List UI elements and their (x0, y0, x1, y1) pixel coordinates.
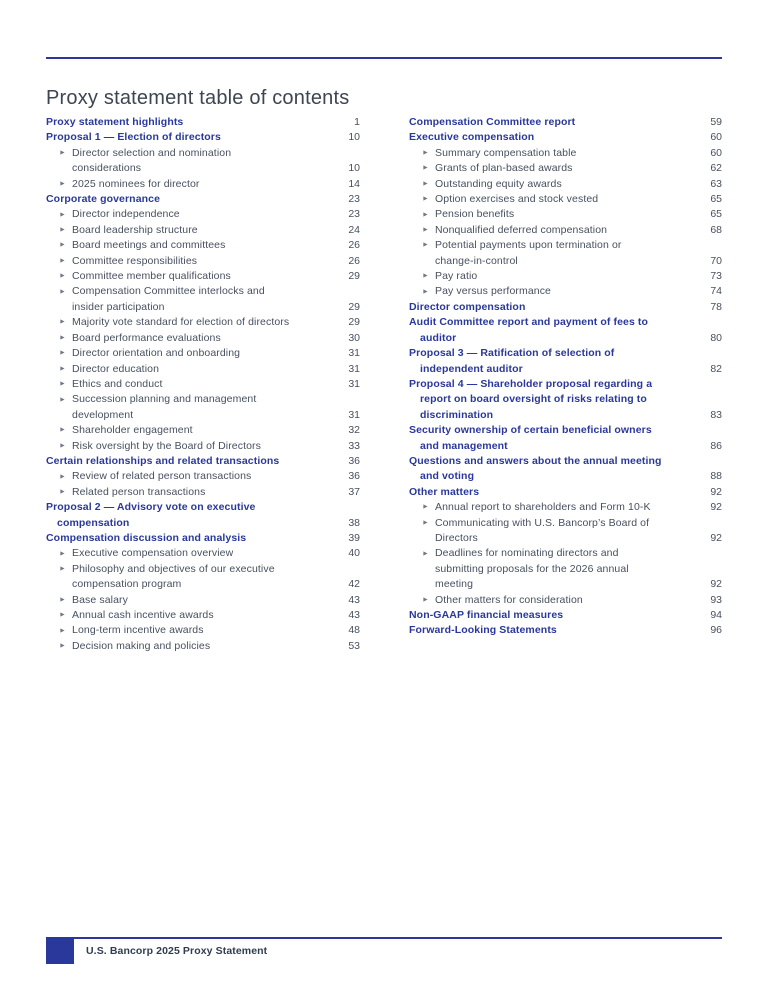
toc-entry-label: Related person transactions (72, 485, 206, 498)
toc-entry-label: Proposal 3 — Ratification of selection of (409, 347, 615, 360)
toc-entry-label: report on board oversight of risks relating to (420, 393, 647, 406)
toc-entry-label: Committee member qualifications (72, 270, 231, 283)
toc-entry-page: 68 (710, 223, 722, 236)
toc-entry-line (409, 192, 722, 207)
toc-entry-line (46, 639, 360, 654)
toc-entry-line (46, 223, 360, 238)
toc-entry-page: 36 (348, 470, 360, 483)
toc-entry-label: change-in-control (435, 254, 518, 267)
toc-entry-line (409, 377, 722, 392)
toc-entry-line (409, 577, 722, 592)
triangle-right-icon: ► (59, 426, 66, 434)
triangle-right-icon: ► (59, 565, 66, 573)
triangle-right-icon: ► (59, 442, 66, 450)
toc-entry-page: 60 (710, 146, 722, 159)
toc-entry-label: Base salary (72, 593, 128, 606)
toc-entry-line (46, 161, 360, 176)
toc-entry-line (46, 207, 360, 222)
toc-entry-line (46, 562, 360, 577)
toc-entry-label: Review of related person transactions (72, 470, 252, 483)
triangle-right-icon: ► (59, 349, 66, 357)
toc-entry-label: Director compensation (409, 300, 526, 313)
toc-entry-label: Audit Committee report and payment of fees to (409, 316, 649, 329)
toc-entry-page: 14 (348, 177, 360, 190)
toc-entry-line (46, 177, 360, 192)
triangle-right-icon: ► (422, 164, 429, 172)
toc-entry-line (409, 362, 722, 377)
toc-entry-label: and management (420, 439, 508, 452)
toc-entry-line (409, 223, 722, 238)
toc-entry-label: 2025 nominees for director (72, 177, 200, 190)
toc-entry-page: 70 (710, 254, 722, 267)
toc-entry-page: 36 (348, 454, 360, 467)
triangle-right-icon: ► (59, 257, 66, 265)
toc-entry-line (46, 377, 360, 392)
triangle-right-icon: ► (59, 488, 66, 496)
toc-entry-line (409, 284, 722, 299)
triangle-right-icon: ► (422, 503, 429, 511)
toc-entry-page: 32 (348, 424, 360, 437)
toc-entry-line (46, 146, 360, 161)
toc-entry-label: compensation program (72, 578, 182, 591)
toc-entry-page: 23 (348, 193, 360, 206)
triangle-right-icon: ► (422, 195, 429, 203)
toc-entry-label: Deadlines for nominating directors and (435, 547, 619, 560)
toc-entry-line (409, 469, 722, 484)
toc-entry-line (409, 562, 722, 577)
toc-entry-label: Director orientation and onboarding (72, 347, 241, 360)
toc-entry-line (409, 500, 722, 515)
triangle-right-icon: ► (59, 627, 66, 635)
triangle-right-icon: ► (59, 611, 66, 619)
toc-entry-page: 92 (710, 501, 722, 514)
toc-entry-label: Compensation discussion and analysis (46, 531, 247, 544)
toc-entry-label: discrimination (420, 408, 494, 421)
toc-entry-label: Potential payments upon termination or (435, 239, 622, 252)
toc-entry-label: Long-term incentive awards (72, 624, 204, 637)
toc-entry-page: 33 (348, 439, 360, 452)
toc-entry-page: 26 (348, 239, 360, 252)
toc-entry-label: Compensation Committee interlocks and (72, 285, 265, 298)
toc-entry-line (46, 362, 360, 377)
triangle-right-icon: ► (422, 149, 429, 157)
triangle-right-icon: ► (422, 288, 429, 296)
toc-entry-line (409, 531, 722, 546)
toc-entry-label: Corporate governance (46, 193, 161, 206)
toc-entry-label: Pay versus performance (435, 285, 551, 298)
toc-entry-page: 83 (710, 408, 722, 421)
toc-entry-page: 73 (710, 270, 722, 283)
toc-entry-line (409, 238, 722, 253)
toc-entry-label: Shareholder engagement (72, 424, 193, 437)
toc-entry-label: Ethics and conduct (72, 377, 163, 390)
toc-entry-line (46, 454, 360, 469)
toc-entry-page: 43 (348, 609, 360, 621)
toc-entry-line (46, 485, 360, 500)
toc-entry-line (409, 254, 722, 269)
toc-entry-label: Proxy statement highlights (46, 116, 184, 128)
toc-entry-label: insider participation (72, 300, 165, 313)
toc-entry-label: Executive compensation overview (72, 547, 234, 560)
toc-entry-line (46, 300, 360, 315)
toc-entry-page: 31 (348, 347, 360, 360)
toc-entry-line (409, 331, 722, 346)
toc-entry-label: Proposal 2 — Advisory vote on executive (46, 501, 256, 514)
toc-entry-page: 92 (710, 578, 722, 591)
toc-entry-label: Summary compensation table (435, 146, 577, 159)
table-of-contents (46, 115, 722, 654)
toc-entry-page: 23 (348, 208, 360, 221)
toc-entry-page: 94 (710, 609, 722, 621)
toc-entry-line (409, 485, 722, 500)
triangle-right-icon: ► (59, 226, 66, 234)
toc-entry-label: Board meetings and committees (72, 239, 226, 252)
footer-brand-square (46, 937, 74, 964)
toc-entry-label: Security ownership of certain beneficial owners (409, 424, 652, 437)
toc-entry-page: 38 (348, 516, 360, 529)
toc-entry-page: 29 (348, 270, 360, 283)
toc-entry-line (409, 608, 722, 623)
toc-entry-label: auditor (420, 331, 457, 344)
toc-entry-label: Other matters (409, 485, 480, 498)
triangle-right-icon: ► (59, 380, 66, 388)
toc-entry-label: Outstanding equity awards (435, 177, 562, 190)
toc-entry-label: Director selection and nomination (72, 146, 232, 159)
toc-entry-page: 26 (348, 254, 360, 267)
toc-entry-line (46, 546, 360, 561)
toc-entry-label: Board performance evaluations (72, 331, 221, 344)
toc-entry-page: 80 (710, 331, 722, 344)
toc-entry-label: submitting proposals for the 2026 annual (435, 562, 629, 575)
triangle-right-icon: ► (59, 149, 66, 157)
toc-entry-page: 39 (348, 531, 360, 544)
triangle-right-icon: ► (59, 318, 66, 326)
toc-entry-line (46, 531, 360, 546)
toc-entry-line (409, 516, 722, 531)
toc-entry-page: 65 (710, 208, 722, 221)
toc-entry-page: 29 (348, 316, 360, 329)
toc-entry-page: 1 (354, 116, 360, 128)
toc-entry-label: compensation (57, 516, 130, 529)
triangle-right-icon: ► (422, 596, 429, 604)
toc-entry-line (409, 146, 722, 161)
toc-entry-page: 31 (348, 408, 360, 421)
toc-entry-label: meeting (435, 578, 474, 591)
toc-entry-label: Non-GAAP financial measures (409, 609, 564, 621)
triangle-right-icon: ► (59, 365, 66, 373)
toc-entry-label: Directors (435, 531, 478, 544)
toc-entry-line (409, 439, 722, 454)
toc-entry-line (46, 439, 360, 454)
toc-entry-page: 37 (348, 485, 360, 498)
triangle-right-icon: ► (59, 596, 66, 604)
toc-entry-page: 78 (710, 300, 722, 313)
toc-entry-page: 92 (710, 485, 722, 498)
toc-entry-line (409, 315, 722, 330)
toc-entry-page: 53 (348, 639, 360, 652)
toc-entry-line (46, 577, 360, 592)
toc-entry-line (409, 423, 722, 438)
triangle-right-icon: ► (59, 642, 66, 650)
toc-entry-label: Communicating with U.S. Bancorp’s Board of (435, 516, 650, 529)
toc-entry-label: independent auditor (420, 362, 523, 375)
toc-entry-label: Option exercises and stock vested (435, 193, 599, 206)
footer-document-label: U.S. Bancorp 2025 Proxy Statement (86, 945, 268, 957)
toc-entry-page: 31 (348, 362, 360, 375)
toc-entry-line (46, 500, 360, 515)
triangle-right-icon: ► (59, 473, 66, 481)
toc-entry-page: 59 (710, 116, 722, 128)
toc-entry-label: Forward-Looking Statements (409, 624, 557, 637)
triangle-right-icon: ► (422, 211, 429, 219)
toc-entry-label: Decision making and policies (72, 639, 211, 652)
triangle-right-icon: ► (59, 272, 66, 280)
toc-entry-line (46, 115, 360, 130)
triangle-right-icon: ► (422, 180, 429, 188)
triangle-right-icon: ► (422, 550, 429, 558)
toc-entry-label: Certain relationships and related transactions (46, 454, 280, 467)
toc-entry-line (409, 115, 722, 130)
toc-entry-page: 40 (348, 547, 360, 560)
toc-entry-line (46, 408, 360, 423)
toc-entry-line (46, 238, 360, 253)
toc-entry-label: considerations (72, 162, 142, 175)
toc-entry-line (46, 392, 360, 407)
triangle-right-icon: ► (59, 288, 66, 296)
toc-entry-line (46, 608, 360, 623)
toc-entry-line (46, 623, 360, 638)
toc-entry-line (409, 300, 722, 315)
toc-entry-label: development (72, 408, 134, 421)
toc-column-left (46, 115, 360, 654)
triangle-right-icon: ► (59, 211, 66, 219)
toc-entry-page: 92 (710, 531, 722, 544)
toc-entry-label: Director education (72, 362, 160, 375)
toc-entry-label: Majority vote standard for election of directors (72, 316, 290, 329)
triangle-right-icon: ► (59, 241, 66, 249)
toc-entry-label: Philosophy and objectives of our executive (72, 562, 275, 575)
triangle-right-icon: ► (422, 241, 429, 249)
toc-entry-page: 48 (348, 624, 360, 637)
toc-entry-line (409, 454, 722, 469)
toc-entry-label: Pay ratio (435, 270, 478, 283)
toc-entry-page: 62 (710, 162, 722, 175)
toc-entry-line (46, 423, 360, 438)
toc-entry-page: 96 (710, 624, 722, 637)
toc-entry-line (46, 254, 360, 269)
toc-entry-label: Executive compensation (409, 131, 535, 144)
toc-entry-page: 88 (710, 470, 722, 483)
top-divider-rule (46, 57, 722, 59)
toc-entry-line (46, 469, 360, 484)
toc-entry-label: Committee responsibilities (72, 254, 198, 267)
toc-entry-page: 74 (710, 285, 722, 298)
toc-entry-page: 82 (710, 362, 722, 375)
toc-entry-line (409, 546, 722, 561)
toc-entry-page: 86 (710, 439, 722, 452)
triangle-right-icon: ► (59, 396, 66, 404)
toc-entry-line (46, 593, 360, 608)
triangle-right-icon: ► (422, 519, 429, 527)
footer-divider-rule (46, 937, 722, 939)
toc-entry-page: 10 (348, 162, 360, 175)
toc-entry-line (46, 331, 360, 346)
toc-entry-label: Proposal 1 — Election of directors (46, 131, 221, 144)
triangle-right-icon: ► (422, 272, 429, 280)
toc-entry-label: Grants of plan-based awards (435, 162, 573, 175)
toc-entry-page: 65 (710, 193, 722, 206)
toc-entry-line (409, 346, 722, 361)
toc-entry-page: 30 (348, 331, 360, 344)
toc-entry-label: Annual report to shareholders and Form 10-K (435, 501, 651, 514)
toc-entry-page: 60 (710, 131, 722, 144)
toc-entry-label: Annual cash incentive awards (72, 609, 214, 621)
toc-entry-line (409, 392, 722, 407)
toc-entry-page: 43 (348, 593, 360, 606)
toc-entry-page: 31 (348, 377, 360, 390)
toc-entry-label: Proposal 4 — Shareholder proposal regarding a (409, 377, 653, 390)
toc-entry-label: Compensation Committee report (409, 116, 576, 128)
toc-entry-label: Director independence (72, 208, 180, 221)
toc-entry-page: 24 (348, 223, 360, 236)
toc-entry-page: 63 (710, 177, 722, 190)
toc-entry-page: 10 (348, 131, 360, 144)
toc-entry-line (46, 269, 360, 284)
toc-entry-line (409, 408, 722, 423)
toc-entry-label: Board leadership structure (72, 223, 198, 236)
triangle-right-icon: ► (59, 550, 66, 558)
toc-entry-label: Nonqualified deferred compensation (435, 223, 608, 236)
toc-entry-label: Risk oversight by the Board of Directors (72, 439, 261, 452)
toc-column-right (409, 115, 722, 654)
toc-entry-line (409, 207, 722, 222)
toc-entry-label: Other matters for consideration (435, 593, 583, 606)
toc-entry-line (409, 130, 722, 145)
triangle-right-icon: ► (59, 180, 66, 188)
toc-entry-line (409, 161, 722, 176)
toc-entry-page: 93 (710, 593, 722, 606)
toc-entry-line (46, 346, 360, 361)
toc-entry-line (46, 315, 360, 330)
toc-entry-line (409, 593, 722, 608)
page-title: Proxy statement table of contents (46, 87, 350, 109)
toc-entry-label: Pension benefits (435, 208, 515, 221)
toc-entry-line (46, 516, 360, 531)
toc-entry-label: Questions and answers about the annual meeting (409, 454, 662, 467)
toc-entry-line (409, 177, 722, 192)
toc-entry-page: 42 (348, 578, 360, 591)
triangle-right-icon: ► (59, 334, 66, 342)
toc-entry-page: 29 (348, 300, 360, 313)
toc-entry-line (46, 192, 360, 207)
triangle-right-icon: ► (422, 226, 429, 234)
toc-entry-line (46, 284, 360, 299)
toc-entry-label: and voting (420, 470, 475, 483)
toc-entry-line (409, 623, 722, 638)
toc-entry-line (46, 130, 360, 145)
toc-entry-line (409, 269, 722, 284)
toc-entry-label: Succession planning and management (72, 393, 257, 406)
